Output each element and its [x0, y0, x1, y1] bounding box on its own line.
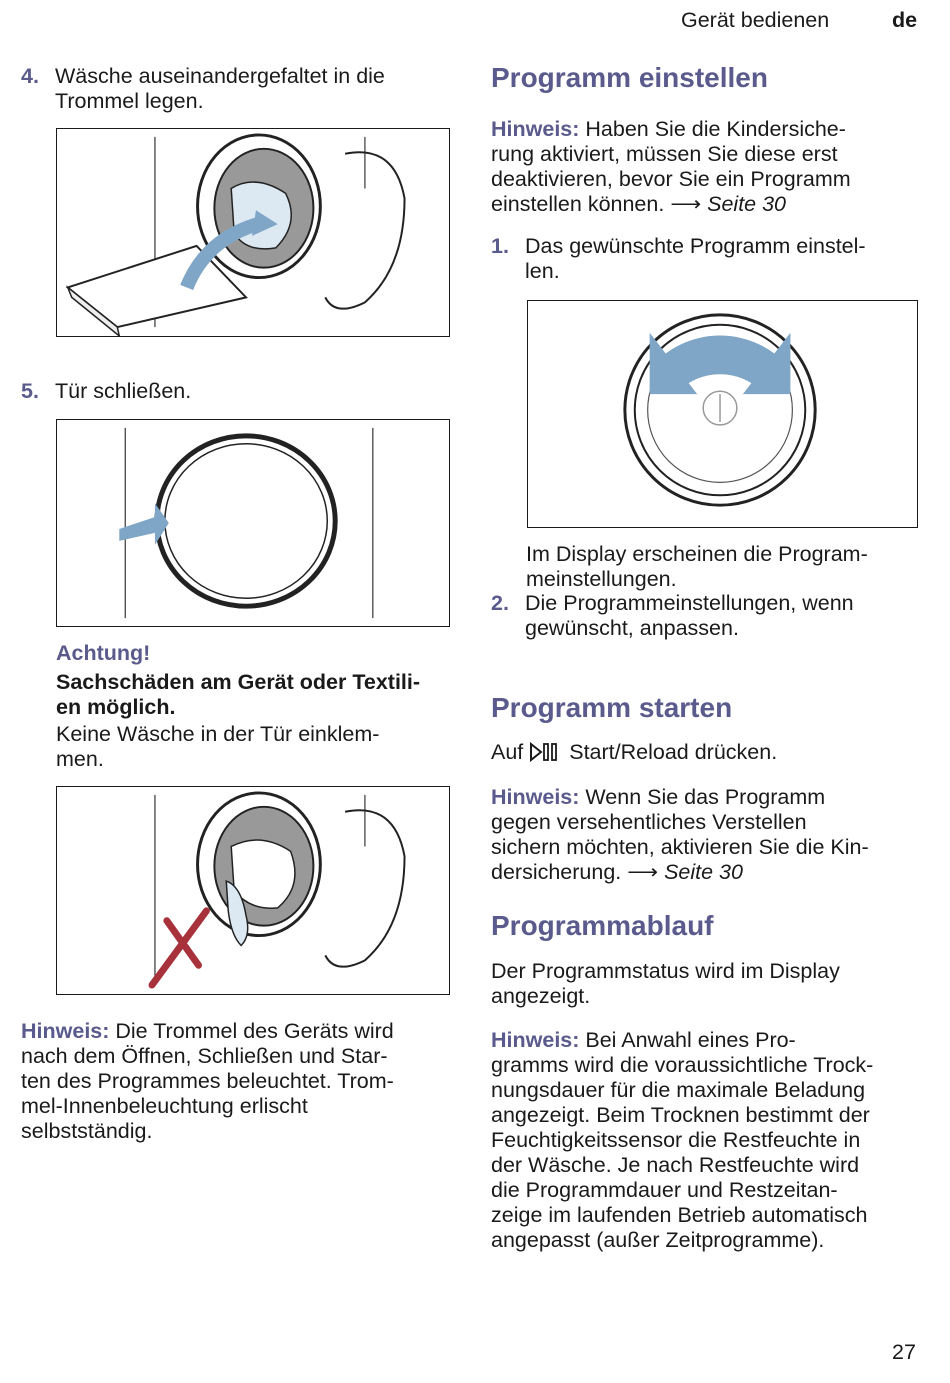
step-text: Tür schließen. [55, 379, 192, 403]
step-1 [491, 234, 931, 286]
step-2 [491, 591, 931, 643]
figure-load-laundry [56, 128, 450, 337]
program-status-text: Der Programmstatus wird im Display angezeigt. [491, 959, 840, 1008]
hint-child-lock-activate: Hinweis: Wenn Sie das Programm gegen versehentliches Verstellen sichern möchten, aktivieren Sie die Kin- dersicherung. ⟶ Seite 30 [491, 785, 869, 884]
step-number: 2. [491, 591, 509, 615]
warning-title: Achtung! [56, 641, 151, 665]
figure-wrong-closing [56, 786, 450, 995]
page-reference-link[interactable]: Seite 30 [664, 860, 743, 884]
hint-label: Hinweis: [21, 1019, 110, 1043]
laundry-loading-illustration [57, 129, 449, 336]
hint-drum-light: Hinweis: Die Trommel des Geräts wird nach dem Öffnen, Schließen und Star- ten des Programmes beleuchtet. Trom- mel-Innenbeleuchtung erlischt selbstständig. [21, 1019, 394, 1143]
hint-label: Hinweis: [491, 785, 580, 809]
hint-drying-duration: Hinweis: Bei Anwahl eines Pro- gramms wird die voraussichtliche Trock- nungsdauer für die maximale Beladung angezeigt. Beim Trocknen bestimmt der Feuchtigkeitssensor die Restfeuchte in der Wäsche. Je nach Restfeuchte wird die Programmdauer und Restzeitan- zeige im laufenden Betrieb automatisch angepasst (außer Zeitprogramme). [491, 1028, 874, 1252]
section-title-programm-einstellen: Programm einstellen [491, 62, 768, 93]
step-number: 4. [21, 64, 39, 88]
warning-text: Keine Wäsche in der Tür einklem- men. [56, 722, 380, 771]
step-4 [21, 64, 451, 116]
warning-block [56, 641, 456, 772]
step-text: Wäsche auseinandergefaltet in die Trommel legen. [55, 64, 385, 113]
figure-close-door [56, 419, 450, 627]
step-number: 1. [491, 234, 509, 258]
arrow-icon: ⟶ [670, 192, 702, 216]
step-number: 5. [21, 379, 39, 403]
start-reload-icon [529, 742, 563, 762]
step-text: Das gewünschte Programm einstel- len. [525, 234, 866, 283]
display-note: Im Display erscheinen die Program- meinstellungen. [526, 542, 868, 591]
page-number: 27 [892, 1340, 916, 1364]
hint-child-lock: Hinweis: Haben Sie die Kindersiche- rung aktiviert, müssen Sie diese erst deaktivieren, bevor Sie ein Programm einstellen können. ⟶ Seite 30 [491, 117, 851, 216]
step-text: Die Programmeinstellungen, wenn gewünscht, anpassen. [525, 591, 854, 640]
figure-program-dial [527, 300, 918, 528]
hint-label: Hinweis: [491, 117, 580, 141]
program-dial-illustration [528, 301, 917, 527]
section-title-programm-starten: Programm starten [491, 692, 733, 723]
running-header-section: Gerät bedienen [681, 8, 830, 32]
running-header-language: de [892, 8, 918, 32]
section-title-programmablauf: Programmablauf [491, 910, 714, 941]
page-reference-link[interactable]: Seite 30 [707, 192, 787, 216]
arrow-icon: ⟶ [627, 860, 659, 884]
step-5 [21, 379, 451, 405]
door-closing-illustration [57, 420, 449, 626]
hint-label: Hinweis: [491, 1028, 580, 1052]
laundry-trapped-illustration [57, 787, 449, 994]
warning-subtitle: Sachschäden am Gerät oder Textili- en möglich. [56, 670, 421, 719]
start-instruction: Auf Start/Reload drücken. [491, 740, 778, 764]
